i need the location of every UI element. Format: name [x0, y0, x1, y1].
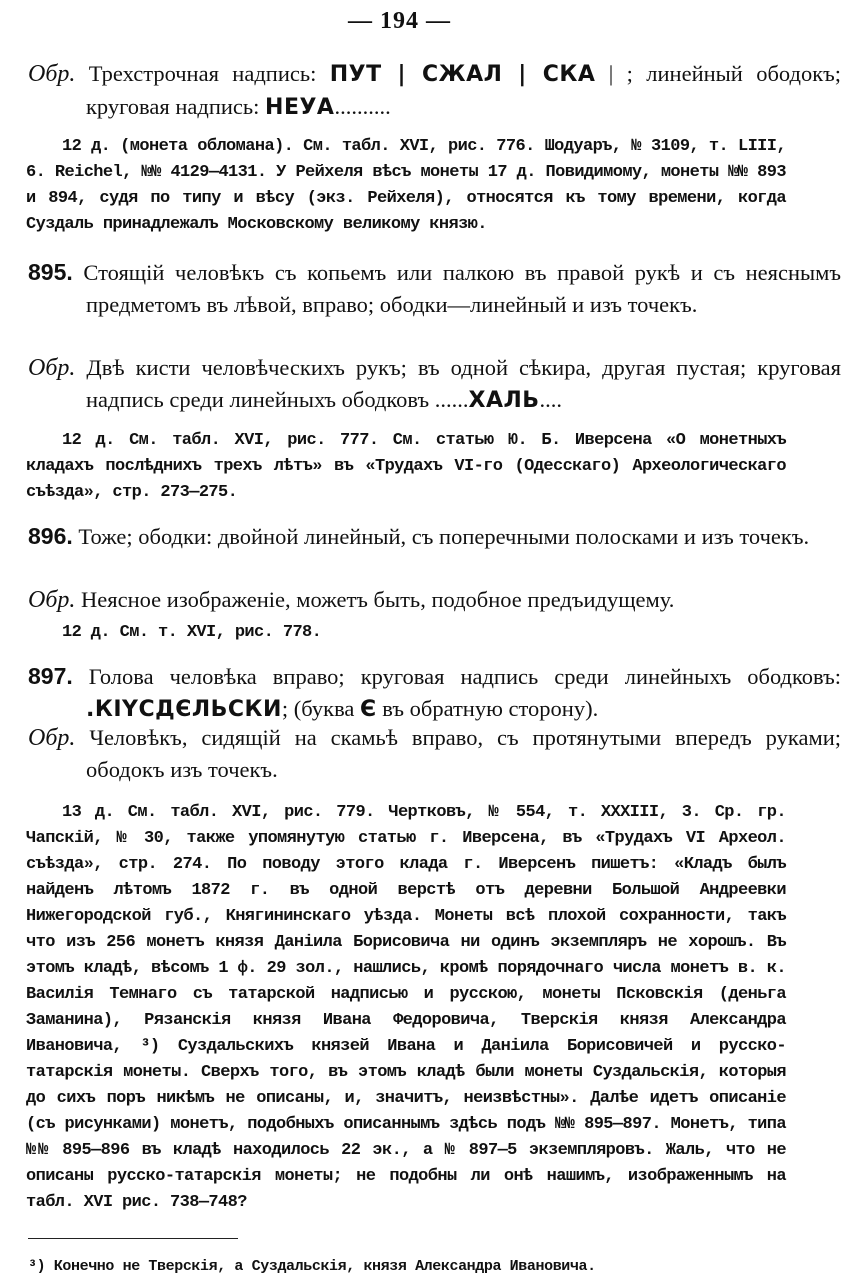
entry-text: въ обратную сторону).: [376, 696, 599, 721]
page-number: — 194 —: [348, 8, 451, 34]
footnote: ³) Конечно не Тверскія, а Суздальскія, князя Александра Ивановича.: [28, 1258, 596, 1275]
entry-text: Голова человѣка вправо; круговая надпись среди линейныхъ ободковъ:: [72, 664, 841, 689]
entry-897: [28, 660, 841, 726]
old-slavonic-letter: Є: [360, 697, 377, 722]
obverse-entry-893-894: [28, 58, 841, 124]
old-slavonic-inscription: ПУТ | СЖАЛ | СКА: [329, 62, 596, 87]
entry-text: Двѣ кисти человѣческихъ рукъ; въ одной сѣкира, другая пустая; круговая надпись среди линейныхъ ободковъ ......: [75, 355, 841, 412]
note-paragraph: 13 д. См. табл. XVI, рис. 779. Чертковъ, № 554, т. XXXIII, 3. Ср. гр. Чапскій, № 30, также упомянутую статью г. Иверсена, въ «Трудахъ VI Археол. съѣзда», стр. 274. По поводу этого клада г. Иверсенъ пишетъ: «Кладъ былъ найденъ лѣтомъ 1872 г. въ одной верстѣ отъ деревни Большой Андреевки Нижегородской губ., Княгининскаго уѣзда. Монеты всѣ плохой сохранности, такъ что изъ 256 монетъ князя Даніила Борисовича ни одинъ экземпляръ не хорошъ. Въ этомъ кладѣ, вѣсомъ 1 ф. 29 зол., нашлись, кромѣ порядочнаго числа монетъ в. к. Василія Темнаго съ татарской надписью и русскою, монеты Псковскія (деньга Заманина), Рязанскія князя Ивана Федоровича, Тверскія князя Александра Ивановича, ³) Суздальскихъ князей Ивана и Даніила Борисовичей и русско-татарскія монеты. Сверхъ того, въ этомъ кладѣ были монеты Суздальскія, которыя до сихъ поръ никѣмъ не описаны, и, значитъ, неизвѣстны». Далѣе идетъ описаніе (съ рисунками) монетъ, подобныхъ описаннымъ здѣсь подъ №№ 895—897. Монетъ, типа №№ 895—896 въ кладѣ находилось 22 эк., а № 897—5 экземпляровъ. Жаль, что не описаны русско-татарскія монеты; не подобны ли онѣ нашимъ, изображеннымъ на табл. XVI рис. 738—748?: [26, 803, 786, 1212]
obverse-label: Обр.: [28, 725, 76, 751]
entry-number: 895.: [28, 259, 73, 285]
entry-text: | ; линейный ободокъ; круговая надпись:: [86, 61, 841, 119]
entry-number: 896.: [28, 523, 73, 549]
entry-text: Тоже; ободки: двойной линейный, съ поперечными полосками и изъ точекъ.: [72, 524, 810, 549]
old-slavonic-inscription: ХАЛЬ: [468, 388, 540, 413]
entry-895: [28, 256, 841, 321]
entry-number: 897.: [28, 663, 73, 689]
obverse-label: Обр.: [28, 587, 76, 613]
obverse-entry-896: [28, 584, 841, 616]
entry-text: ; (буква: [281, 696, 361, 721]
note-paragraph: 12 д. (монета обломана). См. табл. XVI, рис. 776. Шодуаръ, № 3109, т. LIII, 6. Reichel, №№ 4129—4131. У Рейхеля вѣсъ монеты 17 д. Повидимому, монеты №№ 893 и 894, судя по типу и вѣсу (экз. Рейхеля), относятся къ тому времени, когда Суздаль принадлежалъ Московскому великому князю.: [26, 137, 786, 234]
old-slavonic-inscription: .КІҮСДЄЛЬСКИ: [86, 697, 282, 722]
note-paragraph: 12 д. См. т. XVI, рис. 778.: [62, 623, 322, 642]
entry-text: Неясное изображеніе, можетъ быть, подобное предъидущему.: [75, 587, 675, 612]
entry-896: [28, 520, 841, 553]
obverse-entry-897: [28, 722, 841, 786]
entry-text: Стоящій человѣкъ съ копьемъ или палкою въ правой рукѣ и съ неяснымъ предметомъ въ лѣвой, вправо; ободки—линейный и изъ точекъ.: [72, 260, 841, 317]
old-slavonic-inscription: НЕУА: [265, 95, 335, 120]
entry-text: Человѣкъ, сидящій на скамьѣ вправо, съ протянутыми впередъ руками; ободокъ изъ точекъ.: [75, 725, 841, 782]
footnote-divider: [28, 1238, 238, 1239]
entry-text: ..........: [334, 94, 391, 119]
entry-text: Трехстрочная надпись:: [88, 61, 330, 86]
obverse-entry-895: [28, 352, 841, 417]
obverse-label: Обр.: [28, 355, 76, 381]
note-paragraph: 12 д. См. табл. XVI, рис. 777. См. статью Ю. Б. Иверсена «О монетныхъ кладахъ послѣднихъ трехъ лѣтъ» въ «Трудахъ VI-го (Одесскаго) Археологическаго съѣзда», стр. 273—275.: [26, 431, 786, 502]
entry-text: ....: [539, 387, 563, 412]
obverse-label: Обр.: [28, 61, 76, 87]
